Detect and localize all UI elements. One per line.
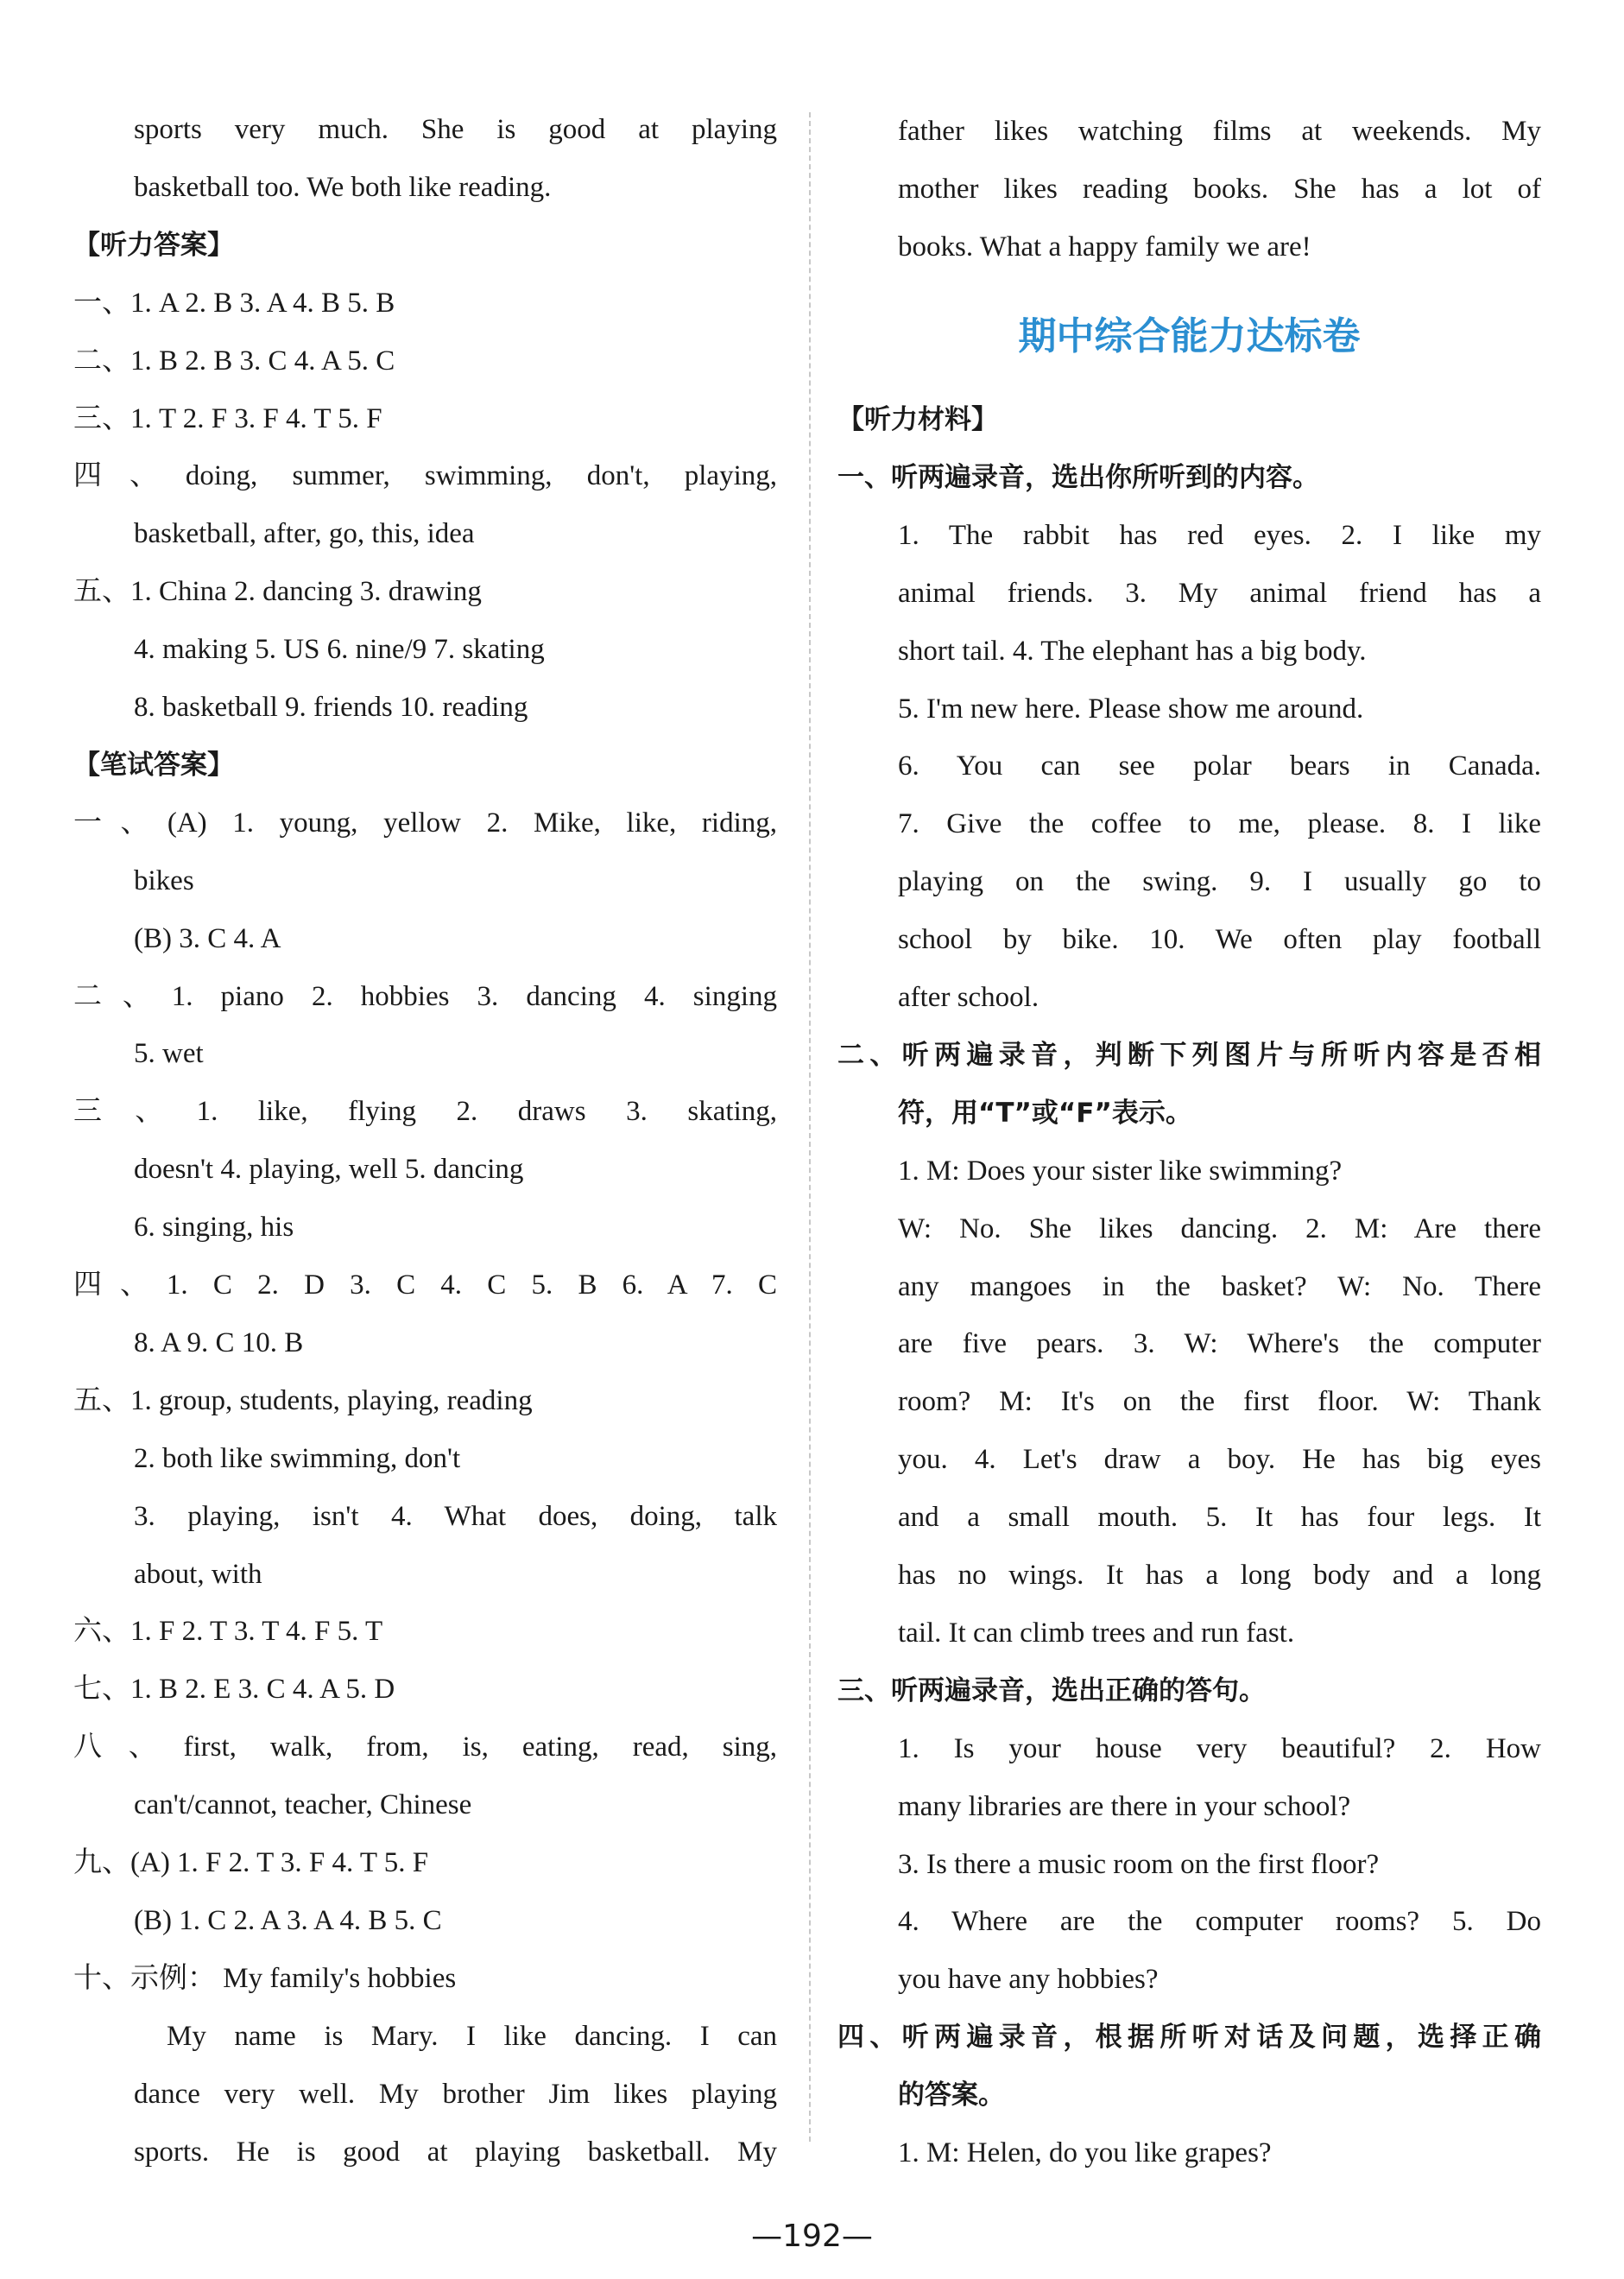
text-line: basketball, after, go, this, idea — [134, 518, 475, 550]
text-line: doesn't 4. playing, well 5. dancing — [134, 1154, 524, 1186]
text-line: mother likes reading books. She has a lot of — [898, 173, 1541, 205]
text-line: 五、1. China 2. dancing 3. drawing — [73, 576, 482, 608]
text-line: 四、doing, summer, swimming, don't, playing, — [73, 460, 777, 492]
text-line: father likes watching films at weekends. My — [898, 116, 1541, 147]
text-line: 8. basketball 9. friends 10. reading — [134, 692, 528, 723]
text-line: W: No. She likes dancing. 2. M: Are there — [898, 1212, 1541, 1244]
text-line: 4. making 5. US 6. nine/9 7. skating — [134, 634, 545, 666]
text-line: short tail. 4. The elephant has a big body. — [898, 635, 1367, 667]
text-line: 5. wet — [134, 1038, 204, 1070]
text-line: many libraries are there in your school? — [898, 1790, 1351, 1822]
text-line: 3. playing, isn't 4. What does, doing, talk — [134, 1500, 777, 1532]
page-number: —192— — [751, 2219, 873, 2254]
text-line: 一、(A) 1. young, yellow 2. Mike, like, riding, — [73, 807, 777, 839]
text-line: you have any hobbies? — [898, 1964, 1159, 1996]
text-line: 十、示例： My family's hobbies — [73, 1962, 457, 1994]
text-line: about, with — [134, 1558, 262, 1590]
section-heading: 【听力答案】 — [73, 229, 234, 261]
text-line: 1. M: Does your sister like swimming? — [898, 1155, 1343, 1187]
text-line: sports very much. She is good at playing — [134, 114, 777, 145]
section-heading: 【听力材料】 — [837, 404, 998, 435]
text-line: bikes — [134, 864, 194, 896]
section-heading: 的答案。 — [898, 2080, 1005, 2111]
text-line: My name is Mary. I like dancing. I can — [167, 2020, 777, 2052]
text-line: (B) 3. C 4. A — [134, 922, 281, 954]
text-line: 一、1. A 2. B 3. A 4. B 5. B — [73, 287, 395, 319]
text-line: after school. — [898, 982, 1039, 1013]
text-line: 1. The rabbit has red eyes. 2. I like my — [898, 519, 1541, 551]
text-line: 6. You can see polar bears in Canada. — [898, 750, 1541, 782]
text-line: 七、1. B 2. E 3. C 4. A 5. D — [73, 1674, 395, 1706]
section-heading: 四、听两遍录音，根据所听对话及问题，选择正确 — [837, 2022, 1541, 2054]
section-heading: 二、听两遍录音，判断下列图片与所听内容是否相 — [837, 1039, 1541, 1071]
text-line: 二、1. piano 2. hobbies 3. dancing 4. singing — [73, 980, 777, 1012]
text-line: room? M: It's on the first floor. W: Thank — [898, 1386, 1541, 1418]
text-line: 三、1. T 2. F 3. F 4. T 5. F — [73, 402, 382, 434]
text-line: 6. singing, his — [134, 1212, 294, 1244]
text-line: has no wings. It has a long body and a long — [898, 1560, 1541, 1591]
text-line: 5. I'm new here. Please show me around. — [898, 693, 1364, 725]
text-line: 2. both like swimming, don't — [134, 1442, 461, 1474]
text-line: school by bike. 10. We often play football — [898, 924, 1541, 956]
text-line: 四、1. C 2. D 3. C 4. C 5. B 6. A 7. C — [73, 1269, 777, 1301]
text-line: 八、first, walk, from, is, eating, read, sing, — [73, 1731, 777, 1763]
section-heading: 符，用“T”或“F”表示。 — [898, 1097, 1192, 1129]
text-line: 九、(A) 1. F 2. T 3. F 4. T 5. F — [73, 1847, 429, 1878]
text-line: 五、1. group, students, playing, reading — [73, 1384, 533, 1416]
text-line: playing on the swing. 9. I usually go to — [898, 866, 1541, 898]
text-line: (B) 1. C 2. A 3. A 4. B 5. C — [134, 1904, 442, 1936]
text-line: 三、1. like, flying 2. draws 3. skating, — [73, 1096, 777, 1128]
section-heading: 三、听两遍录音，选出正确的答句。 — [837, 1674, 1266, 1706]
text-line: 8. A 9. C 10. B — [134, 1326, 304, 1358]
section-heading: 【笔试答案】 — [73, 749, 234, 781]
column-divider — [809, 112, 811, 2142]
text-line: any mangoes in the basket? W: No. There — [898, 1270, 1541, 1302]
text-line: 7. Give the coffee to me, please. 8. I like — [898, 808, 1541, 840]
text-line: you. 4. Let's draw a boy. He has big eyes — [898, 1444, 1541, 1476]
section-heading: 一、听两遍录音，选出你所听到的内容。 — [837, 461, 1319, 493]
text-line: 二、1. B 2. B 3. C 4. A 5. C — [73, 345, 395, 377]
text-line: books. What a happy family we are! — [898, 231, 1311, 263]
text-line: 4. Where are the computer rooms? 5. Do — [898, 1906, 1541, 1938]
text-line: tail. It can climb trees and run fast. — [898, 1617, 1295, 1649]
text-line: and a small mouth. 5. It has four legs. It — [898, 1502, 1541, 1534]
text-line: can't/cannot, teacher, Chinese — [134, 1789, 472, 1821]
text-line: dance very well. My brother Jim likes playing — [134, 2078, 777, 2110]
text-line: 1. M: Helen, do you like grapes? — [898, 2137, 1272, 2168]
text-line: animal friends. 3. My animal friend has a — [898, 577, 1541, 609]
text-line: basketball too. We both like reading. — [134, 171, 552, 203]
text-line: 六、1. F 2. T 3. T 4. F 5. T — [73, 1616, 383, 1648]
text-line: sports. He is good at playing basketball. My — [134, 2136, 777, 2168]
text-line: 3. Is there a music room on the first floor? — [898, 1848, 1380, 1880]
text-line: 1. Is your house very beautiful? 2. How — [898, 1732, 1541, 1764]
text-line: are five pears. 3. W: Where's the computer — [898, 1328, 1541, 1360]
section-title: 期中综合能力达标卷 — [1018, 314, 1361, 358]
